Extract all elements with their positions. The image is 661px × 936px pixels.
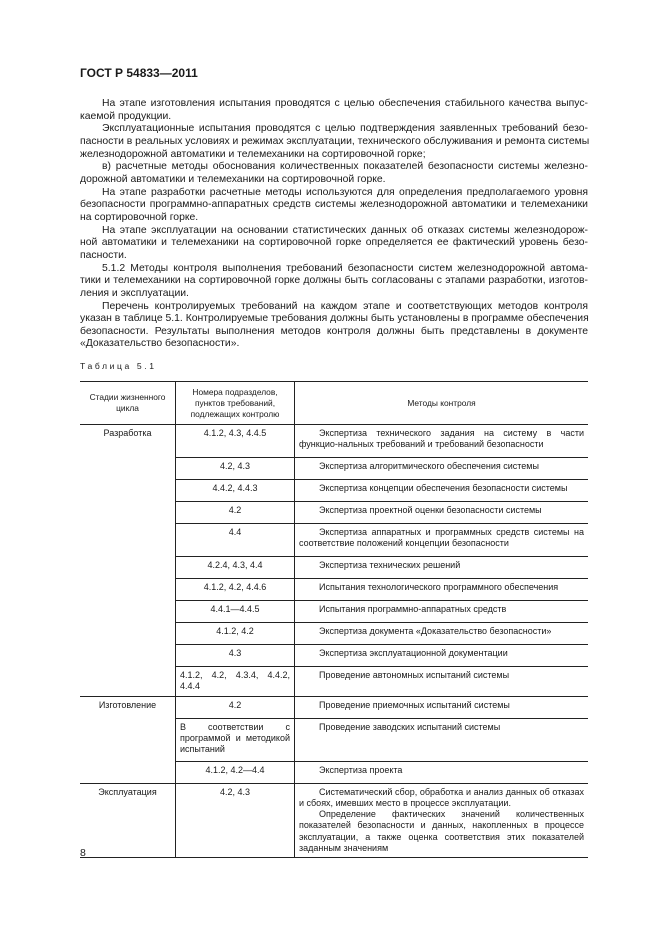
text-line: дорожной автоматики и телемеханики на сортировочной горке. (80, 173, 386, 185)
methods-cell (295, 718, 589, 761)
text-line: в) расчетные методы обоснования количественных показателей безопасности системы железно- (102, 161, 588, 173)
paragraph (80, 225, 588, 263)
method-text: Систематический сбор, обработка и анализ данных об отказах и сбоях, имевших место в процессе эксплуатации. (299, 786, 584, 808)
methods-cell (295, 601, 589, 623)
paragraph (80, 161, 588, 186)
methods-cell (295, 524, 589, 557)
page-number: 8 (80, 847, 86, 859)
requirements-cell: 4.2, 4.3 (176, 783, 295, 858)
column-header: Методы контроля (295, 382, 589, 425)
requirements-cell: 4.3 (176, 645, 295, 667)
table-row (80, 425, 588, 458)
requirements-cell: 4.1.2, 4.3, 4.4.5 (176, 425, 295, 458)
method-text: Экспертиза технического задания на систему в части функцио-нальных требований и требований безопасности (299, 428, 584, 450)
requirements-cell: 4.4.1—4.4.5 (176, 601, 295, 623)
requirements-cell: 4.1.2, 4.2 (176, 623, 295, 645)
method-text: Экспертиза проекта (319, 764, 403, 775)
methods-cell (295, 783, 589, 858)
text-line: На этапе разработки расчетные методы используются для определения предполагаемого уровня (102, 186, 588, 198)
control-methods-table (80, 381, 588, 858)
paragraph (80, 263, 588, 301)
table-row (80, 696, 588, 718)
text-line: Эксплуатационные испытания проводятся с целью подтверждения заявленных требований безо- (102, 123, 588, 135)
method-text: Испытания технологического программного обеспечения (319, 582, 559, 592)
text-line: пасности в реальных условиях и режимах эксплуатации, технического обслуживания и ремонта системы (80, 135, 590, 147)
requirements-cell: 4.2.4, 4.3, 4.4 (176, 557, 295, 579)
methods-cell (295, 458, 589, 480)
methods-cell (295, 579, 589, 601)
stage-cell: Изготовление (80, 696, 176, 783)
requirements-cell: 4.1.2, 4.2, 4.3.4, 4.4.2, 4.4.4 (176, 667, 295, 697)
text-line: На этапе изготовления испытания проводятся с целью обеспечения стабильного качества выпус- (102, 98, 588, 109)
text-line: Перечень контролируемых требований на каждом этапе и соответствующих методов контроля (102, 300, 588, 312)
methods-cell (295, 557, 589, 579)
requirements-cell: 4.4.2, 4.4.3 (176, 480, 295, 502)
methods-cell (295, 425, 589, 458)
method-text: Экспертиза проектной оценки безопасности системы (319, 505, 542, 515)
text-line: На этапе эксплуатации на основании статистических данных об отказах системы железнодорож- (102, 224, 588, 236)
document-header: ГОСТ Р 54833—2011 (80, 66, 198, 80)
table-row (80, 783, 588, 858)
text-line: 5.1.2 Методы контроля выполнения требований безопасности систем железнодорожной автома- (102, 262, 588, 274)
requirements-cell: 4.2 (176, 696, 295, 718)
stage-cell: Эксплуатация (80, 783, 176, 858)
table-header-row (80, 382, 588, 425)
method-text: Экспертиза технических решений (319, 560, 461, 570)
method-text: Экспертиза документа «Доказательство безопасности» (319, 626, 552, 636)
column-header: Номера подразделов, пунктов требований, подлежащих контролю (176, 382, 295, 425)
methods-cell (295, 502, 589, 524)
methods-cell (295, 480, 589, 502)
requirements-cell: 4.2 (176, 502, 295, 524)
method-text: Проведение автономных испытаний системы (319, 670, 510, 680)
methods-cell (295, 667, 589, 697)
paragraph (80, 301, 588, 352)
methods-cell (295, 761, 589, 783)
text-line: железнодорожной автоматики и телемеханики на сортировочной горке; (80, 148, 426, 160)
methods-cell (295, 623, 589, 645)
requirements-cell: 4.4 (176, 524, 295, 557)
requirements-cell: 4.2, 4.3 (176, 458, 295, 480)
text-line: «Доказательство безопасности». (80, 338, 240, 350)
requirements-cell: В соответствии с программой и методикой испытаний (176, 718, 295, 761)
stage-cell: Разработка (80, 425, 176, 697)
method-text: Экспертиза эксплуатационной документации (319, 648, 508, 658)
methods-cell (295, 645, 589, 667)
method-text: Проведение приемочных испытаний системы (319, 699, 510, 710)
text-line: пасности. (80, 249, 127, 261)
method-text: Экспертиза алгоритмического обеспечения системы (319, 461, 539, 471)
method-text: Экспертиза концепции обеспечения безопасности системы (319, 483, 568, 493)
text-line: каемой продукции. (80, 110, 172, 122)
text-line: безопасности программно-аппаратных средств системы железнодорожной автоматики и телемеханики (80, 199, 588, 211)
table-caption: Таблица 5.1 (80, 361, 157, 371)
paragraph (80, 98, 588, 123)
method-text: Испытания программно-аппаратных средств (319, 604, 507, 614)
paragraph (80, 123, 588, 161)
method-text: Определение фактических значений количественных показателей безопасности и данных, накопленных в процессе эксплуатации, а также оценка соответствия этих показателей заданным значениям (299, 809, 584, 854)
text-line: на сортировочной горке. (80, 211, 199, 223)
text-line: ления и эксплуатации. (80, 287, 189, 299)
column-header: Стадии жизненного цикла (80, 382, 176, 425)
text-line: безопасности. Результаты выполнения методов контроля должны быть представлены в документе (80, 325, 588, 337)
text-line: тики и телемеханики на сортировочной горке должны быть согласованы с этапами разработки, изготов- (80, 275, 588, 287)
requirements-cell: 4.1.2, 4.2, 4.4.6 (176, 579, 295, 601)
method-text: Экспертиза аппаратных и программных средств системы на соответствие положений концепции безопасности (299, 527, 584, 549)
paragraph (80, 187, 588, 225)
requirements-cell: 4.1.2, 4.2—4.4 (176, 761, 295, 783)
text-line: указан в таблице 5.1. Контролируемые требования должны быть установлены в программе обеспечения (80, 313, 589, 325)
body-text (80, 98, 588, 351)
method-text: Проведение заводских испытаний системы (319, 721, 501, 732)
methods-cell (295, 696, 589, 718)
text-line: ной автоматики и телемеханики на сортировочной горке определяется ее фактический уровень безо- (80, 237, 588, 249)
